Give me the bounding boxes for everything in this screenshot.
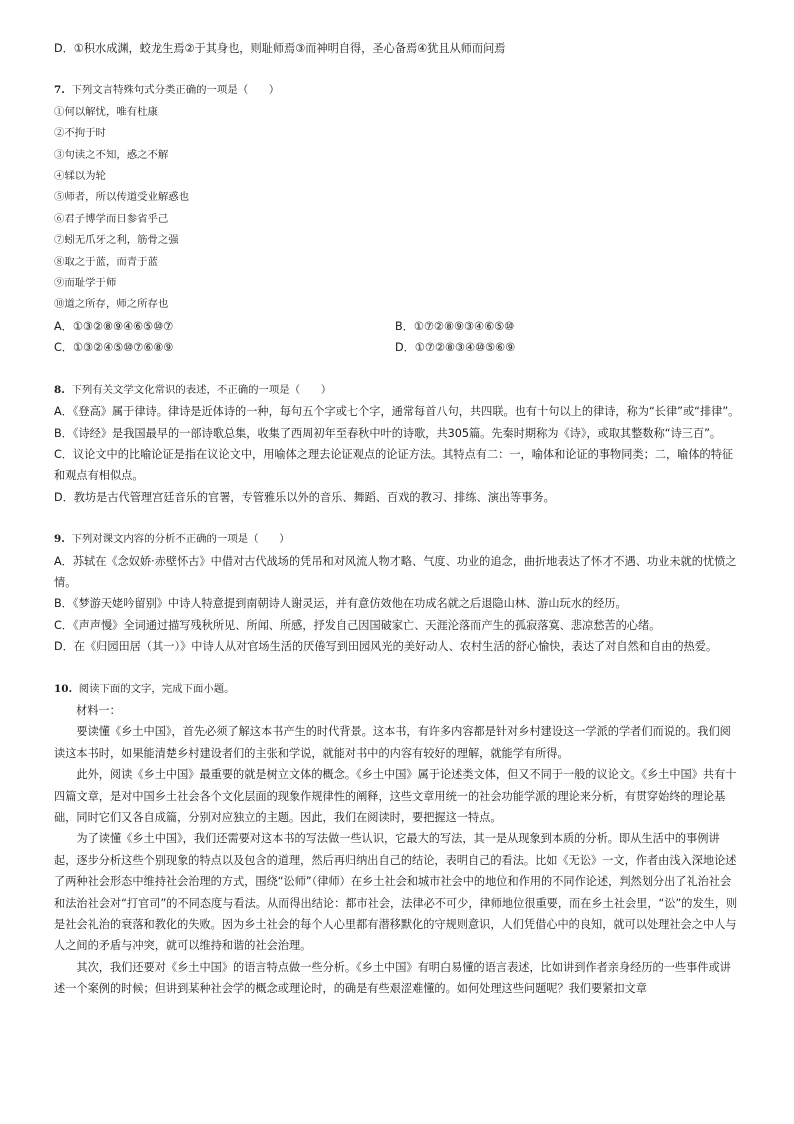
q10-number: 10. <box>54 682 73 695</box>
q7-options-row-2 <box>54 337 740 358</box>
q7-item: ⑨而耻学于师 <box>54 277 117 290</box>
q9-option-a[interactable]: A．苏轼在《念奴娇·赤壁怀古》中借对古代战场的凭吊和对风流人物才略、气度、功业的追念，曲折地表达了怀才不遇、功业未就的忧愤之情。 <box>54 554 737 589</box>
q10-stem <box>54 679 740 700</box>
q8-stem <box>54 380 740 401</box>
passage-paragraph: 要读懂《乡土中国》，首先必须了解这本书产生的时代背景。这本书，有许多内容都是针对乡村建设这一学派的学者们而说的。我们阅读这本书时，如果能清楚乡村建设者们的主张和学说，就能对书中的内容有较好的理解，就能学有所得。 <box>54 725 731 760</box>
exam-page <box>54 38 740 1000</box>
q7-option-c[interactable]: C．①③②④⑤⑩⑦⑥⑧⑨ <box>54 341 174 355</box>
q7-item: ⑦蚓无爪牙之利，筋骨之强 <box>54 234 179 247</box>
q9-option-c[interactable]: C．《声声慢》全词通过描写残秋所见、所闻、所感，抒发自己因国破家亡、天涯沦落而产生的孤寂落寞、悲凉愁苦的心绪。 <box>54 618 661 632</box>
q8-option-c[interactable]: C．议论文中的比喻论证是指在议论文中，用喻体之理去论证观点的论证方法。其特点有二：一，喻体和论证的事物同类；二，喻体的特征和观点有相似点。 <box>54 447 734 483</box>
q7-option-a[interactable]: A．①③②⑧⑨④⑥⑤⑩⑦ <box>54 319 174 333</box>
q8-option-b[interactable]: B．《诗经》是我国最早的一部诗歌总集，收集了西周初年至春秋中叶的诗歌，共305篇。先秦时期称为《诗》，或取其整数称“诗三百”。 <box>54 426 722 440</box>
q7-stem <box>54 80 740 101</box>
q8-number: 8. <box>54 383 65 396</box>
q9-number: 9. <box>54 533 65 546</box>
passage-paragraph: 为了读懂《乡土中国》，我们还需要对这本书的写法做一些认识，它最大的写法，其一是从现象到本质的分析。即从生活中的事例讲起，逐步分析这些个别现象的特点以及包含的道理，然后再归纳出自己的结论，表明自己的看法。比如《无讼》一文，作者由浅入深地论述了两种社会形态中维持社会治理的方式，围绕“讼师”（律师）在乡土社会和城市社会中的地位和作用的不同作论述，判然划分出了礼治社会和法治社会对“打官司”的不同态度与看法。从而得出结论：都市社会，法律必不可少，律师地位很重要，而在乡土社会里，“讼”的发生，则是社会礼治的衰落和教化的失败。因为乡土社会的每个人心里都有潜移默化的守规则意识，人们凭借心中的良知，就可以处理社会之中人与人之间的矛盾与冲突，就可以维持和谐的社会治理。 <box>54 832 738 953</box>
q7-item: ⑥君子博学而日参省乎己 <box>54 212 169 225</box>
q6-option-d[interactable]: D．①积水成渊，蛟龙生焉②于其身也，则耻师焉③而神明自得，圣心备焉④犹且从师而问焉 <box>54 42 506 55</box>
q9-option-d[interactable]: D．在《归园田居（其一）》中诗人从对官场生活的厌倦写到田园风光的美好动人、农村生活的舒心愉快，表达了对自然和自由的热爱。 <box>54 640 718 654</box>
q7-item: ⑤师者，所以传道受业解惑也 <box>54 191 190 204</box>
q7-option-b[interactable]: B．①⑦②⑧⑨③④⑥⑤⑩ <box>395 319 515 333</box>
q7-item: ⑧取之于蓝，而青于蓝 <box>54 255 158 268</box>
q7-item: ②不拘于时 <box>54 127 106 140</box>
q7-number: 7. <box>54 84 65 97</box>
q9-stem-text: 下列对课文内容的分析不正确的一项是（ ） <box>71 533 290 546</box>
material-label: 材料一： <box>76 703 121 717</box>
question-9 <box>54 529 740 657</box>
passage-paragraph: 其次，我们还要对《乡土中国》的语言特点做一些分析。《乡土中国》有明白易懂的语言表述，比如讲到作者亲身经历的一些事件或讲述一个案例的时候；但讲到某种社会学的概念或理论时，的确是有些艰涩难懂的。如何处理这些问题呢？我们要紧扣文章 <box>54 960 731 996</box>
q8-stem-text: 下列有关文学文化常识的表述，不正确的一项是（ ） <box>71 383 332 396</box>
passage-paragraph: 此外，阅读《乡土中国》最重要的就是树立文体的概念。《乡土中国》属于论述类文体，但又不同于一般的议论文。《乡土中国》共有十四篇文章，是对中国乡土社会各个文化层面的现象作规律性的阐释，这些文章用统一的社会功能学派的理论来分析，有贯穿始终的理论基础，同时它们又各自成篇，分别对应独立的主题。因此，我们在阅读时，要把握这一特点。 <box>54 768 737 824</box>
q7-stem-text: 下列文言特殊句式分类正确的一项是（ ） <box>71 84 280 97</box>
q7-item: ③句读之不知，惑之不解 <box>54 148 169 161</box>
q8-option-a[interactable]: A．《登高》属于律诗。律诗是近体诗的一种，每句五个字或七个字，通常每首八句，共四联。也有十句以上的律诗，称为“长律”或“排律”。 <box>54 405 740 419</box>
q7-item: ④𫐓以为轮 <box>54 170 106 183</box>
q7-item: ⑩道之所存，师之所存也 <box>54 298 169 311</box>
q7-option-d[interactable]: D．①⑦②⑧③④⑩⑤⑥⑨ <box>395 341 516 355</box>
question-10 <box>54 679 740 1000</box>
q7-item: ①何以解忧，唯有杜康 <box>54 105 158 118</box>
q7-options-row-1 <box>54 316 740 337</box>
q9-stem <box>54 529 740 550</box>
question-7 <box>54 80 740 358</box>
q9-option-b[interactable]: B．《梦游天姥吟留别》中诗人特意提到南朝诗人谢灵运，并有意仿效他在功成名就之后退隐山林、游山玩水的经历。 <box>54 597 627 611</box>
q10-stem-text: 阅读下面的文字，完成下面小题。 <box>78 682 235 695</box>
question-8 <box>54 380 740 508</box>
q8-option-d[interactable]: D．教坊是古代管理宫廷音乐的官署，专管雅乐以外的音乐、舞蹈、百戏的教习、排练、演出等事务。 <box>54 490 555 504</box>
